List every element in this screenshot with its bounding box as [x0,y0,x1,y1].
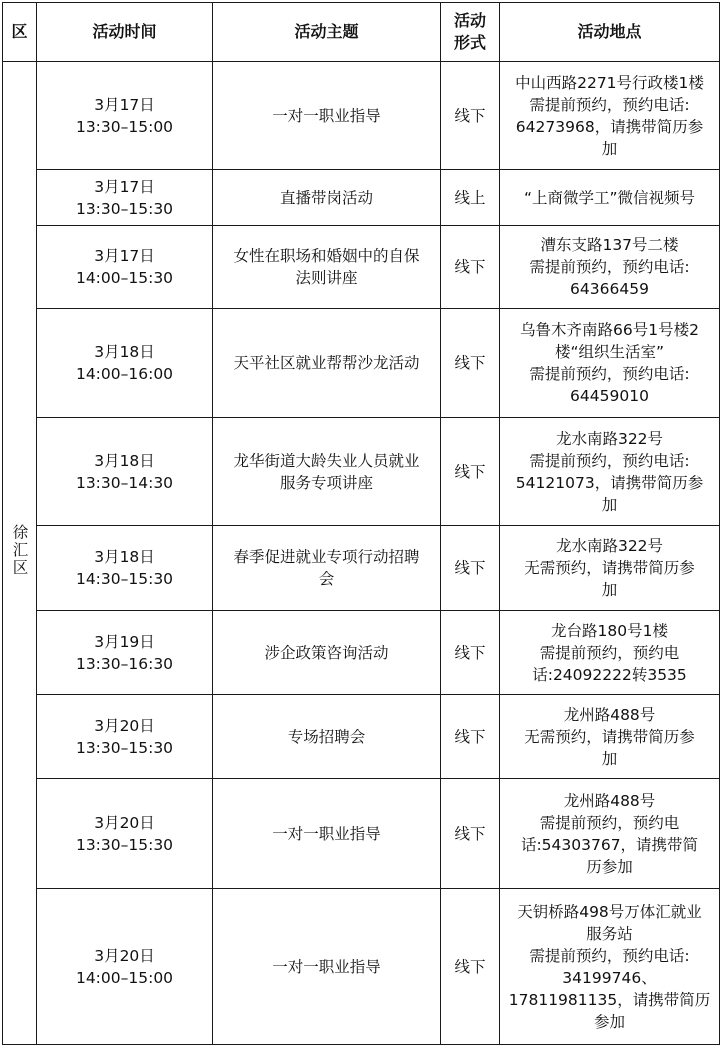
location-line: 加 [601,749,618,768]
location-line: 需提前预约，预约电 [539,643,680,662]
event-date: 3月20日 [94,813,155,832]
event-time: 13:30–15:30 [75,835,174,854]
time-cell [37,170,213,226]
location-cell [500,309,720,418]
location-line: 龙水南路322号 [555,537,664,555]
format-cell: 线下 [441,611,500,695]
time-cell [37,226,213,309]
time-cell [37,889,213,1045]
theme-cell [213,779,441,889]
event-date: 3月17日 [94,95,155,114]
format-cell: 线下 [441,62,500,170]
event-date: 3月17日 [94,247,155,265]
table-row [3,418,720,526]
event-time: 14:00–16:00 [75,365,174,383]
theme-line: 直播带岗活动 [279,188,373,207]
event-date: 3月18日 [94,548,155,566]
format-cell: 线下 [441,779,500,889]
location-cell [500,611,720,695]
event-time: 13:30–15:00 [75,117,174,136]
district-label: 徐汇区 [10,523,29,577]
event-date: 3月18日 [94,343,155,361]
format-cell: 线下 [441,226,500,309]
location-line: 34199746、 [562,968,657,987]
location-cell [500,418,720,526]
location-line: 无需预约，请携带简历参 [524,727,695,746]
table-row [3,611,720,695]
event-time: 13:30–15:30 [75,738,174,757]
theme-cell [213,526,441,611]
theme-line: 会 [318,570,335,588]
time-cell [37,62,213,170]
location-cell [500,695,720,779]
format-cell: 线下 [441,889,500,1045]
time-cell [37,611,213,695]
format-cell: 线上 [441,170,500,226]
event-date: 3月20日 [94,716,155,735]
location-line: 需提前预约，预约电话: [529,946,690,965]
event-date: 3月18日 [94,451,155,470]
location-line: 历参加 [586,857,633,876]
event-date: 3月17日 [94,177,155,196]
location-line: 楼“组织生活室” [554,343,665,361]
theme-line: 天平社区就业帮帮沙龙活动 [233,354,420,372]
theme-line: 专场招聘会 [287,727,366,746]
location-line: 服务站 [586,924,633,943]
time-cell [37,779,213,889]
event-time: 13:30–15:30 [75,199,174,218]
theme-line: 服务专项讲座 [279,473,373,492]
time-cell [37,695,213,779]
event-time: 13:30–16:30 [75,654,174,673]
location-cell [500,170,720,226]
location-line: 中山西路2271号行政楼1楼 [515,73,704,92]
location-line: “上商微学工”微信视频号 [523,188,696,207]
location-line: 龙台路180号1楼 [551,621,668,640]
events-table [2,2,720,1045]
theme-line: 春季促进就业专项行动招聘 [233,548,420,566]
location-line: 需提前预约，预约电话: [529,365,690,383]
theme-cell [213,889,441,1045]
location-line: 龙州路488号 [563,791,656,810]
theme-cell [213,62,441,170]
format-cell: 线下 [441,526,500,611]
header-format [441,3,500,62]
event-time: 14:00–15:00 [75,968,174,987]
location-line: 漕东支路137号二楼 [540,236,679,254]
theme-line: 法则讲座 [295,269,358,287]
event-date: 3月20日 [94,946,155,965]
header-location: 活动地点 [500,3,720,62]
location-line: 龙水南路322号 [555,429,664,448]
theme-cell [213,309,441,418]
theme-cell [213,226,441,309]
location-line: 乌鲁木齐南路66号1号楼2 [520,321,699,339]
table-row [3,62,720,170]
theme-line: 女性在职场和婚姻中的自保 [233,247,420,265]
location-line: 需提前预约，预约电话: [529,95,690,114]
location-line: 无需预约，请携带简历参 [524,559,695,577]
time-cell [37,526,213,611]
location-line: 需提前预约，预约电话: [529,451,690,470]
event-time: 13:30–14:30 [75,473,174,492]
time-cell [37,309,213,418]
format-cell: 线下 [441,309,500,418]
location-cell [500,526,720,611]
location-cell [500,779,720,889]
event-time: 14:30–15:30 [75,570,174,588]
table-row [3,889,720,1045]
header-theme: 活动主题 [213,3,441,62]
location-line: 加 [601,581,618,599]
location-line: 54121073，请携带简历参 [515,473,704,492]
location-line: 需提前预约，预约电话: [529,258,690,276]
theme-line: 一对一职业指导 [272,106,381,125]
location-line: 话:54303767，请携带简 [520,835,699,854]
location-line: 64273968，请携带简历参 [515,117,704,136]
location-line: 需提前预约，预约电 [539,813,680,832]
location-line: 64459010 [570,387,649,405]
location-line: 加 [601,495,618,514]
location-line: 17811981135，请携带简历 [508,990,711,1009]
theme-line: 涉企政策咨询活动 [264,643,389,662]
header-row [3,3,720,62]
theme-line: 一对一职业指导 [272,824,381,843]
table-row [3,170,720,226]
location-cell [500,889,720,1045]
theme-cell [213,170,441,226]
table-row [3,226,720,309]
location-cell [500,226,720,309]
theme-line: 一对一职业指导 [272,957,381,976]
location-line: 64366459 [570,280,649,298]
format-cell: 线下 [441,418,500,526]
format-cell: 线下 [441,695,500,779]
theme-cell [213,695,441,779]
table-row [3,309,720,418]
event-date: 3月19日 [94,632,155,651]
theme-cell [213,611,441,695]
event-time: 14:00–15:30 [75,269,174,287]
location-line: 龙州路488号 [563,705,656,724]
header-district: 区 [3,3,37,62]
time-cell [37,418,213,526]
location-line: 天钥桥路498号万体汇就业 [517,902,702,921]
theme-line: 龙华街道大龄失业人员就业 [233,451,420,470]
header-format-line2: 形式 [453,33,486,52]
table-row [3,695,720,779]
table-row [3,526,720,611]
location-cell [500,62,720,170]
location-line: 话:24092222转3535 [532,665,687,684]
header-time: 活动时间 [37,3,213,62]
location-line: 参加 [593,1012,625,1031]
theme-cell [213,418,441,526]
table-row [3,779,720,889]
header-format-line1: 活动 [453,11,486,30]
district-cell [3,62,37,1045]
location-line: 加 [601,139,618,158]
